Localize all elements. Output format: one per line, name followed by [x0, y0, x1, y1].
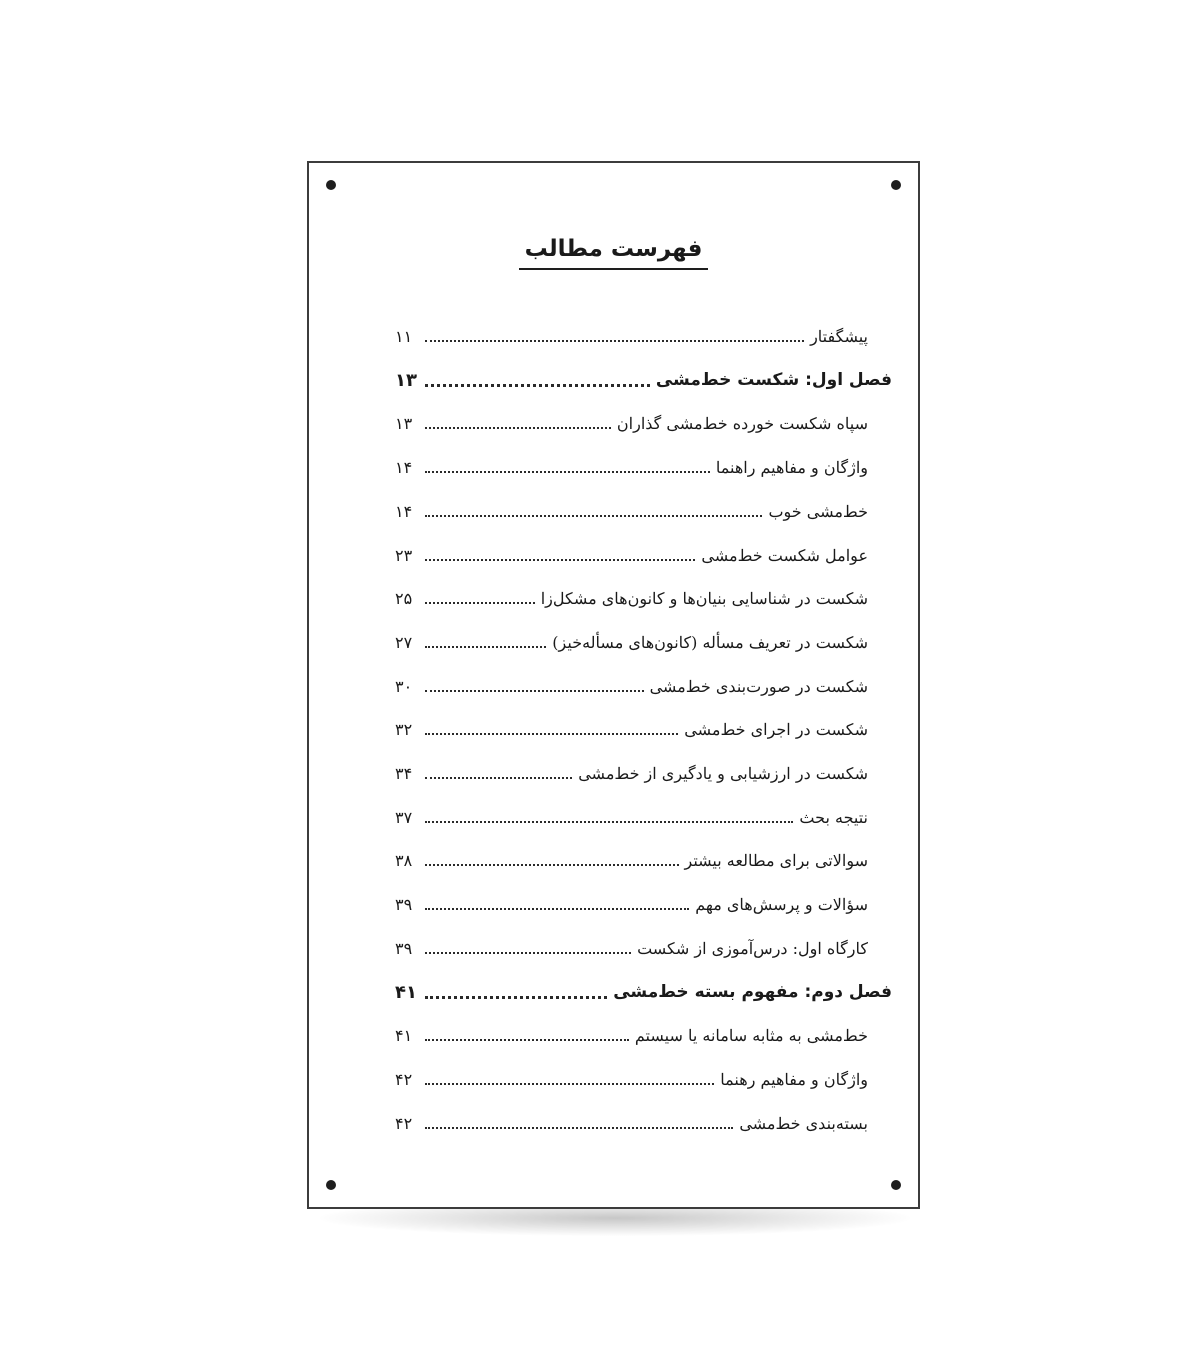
dot-leader — [425, 384, 650, 387]
dot-leader — [425, 1039, 629, 1041]
toc-page-number: ۳۹ — [395, 938, 413, 958]
dot-leader — [425, 559, 695, 561]
toc-row — [395, 670, 868, 702]
toc-entry-title: شکست در تعریف مسأله (کانون‌های مسأله‌خیز) — [552, 632, 868, 652]
toc-entry-title: شکست در شناسایی بنیان‌ها و کانون‌های مشکل‌زا — [540, 588, 868, 608]
toc-entry-title: کارگاه اول: درس‌آموزی از شکست — [637, 938, 868, 958]
toc-entry-title: عوامل شکست خط‌مشی — [701, 545, 868, 565]
dot-leader — [425, 646, 546, 648]
toc-entry-title: سوالاتی برای مطالعه بیشتر — [684, 850, 868, 870]
corner-dot — [326, 1180, 336, 1190]
toc-row — [395, 582, 868, 614]
toc-row — [395, 451, 868, 483]
toc-row — [395, 801, 868, 833]
corner-dot — [326, 180, 336, 190]
dot-leader — [425, 515, 762, 517]
toc-page-number: ۱۴ — [395, 501, 413, 521]
toc-page-number: ۴۱ — [395, 981, 417, 1003]
toc-page-number: ۳۸ — [395, 850, 413, 870]
dot-leader — [425, 1083, 714, 1085]
dot-leader — [425, 864, 679, 866]
toc-page-number: ۲۷ — [395, 632, 413, 652]
toc-entry-title: فصل دوم: مفهوم بسته خط‌مشی — [613, 982, 892, 1002]
toc-entry-title: خط‌مشی به مثابه سامانه یا سیستم — [634, 1025, 868, 1045]
dot-leader — [425, 602, 535, 604]
toc-page-number: ۱۳ — [395, 369, 417, 391]
toc-page-number: ۱۳ — [395, 413, 413, 433]
toc-entry-title: سپاه شکست خورده خط‌مشی گذاران — [616, 413, 868, 433]
dot-leader — [425, 471, 710, 473]
toc-row — [395, 320, 868, 352]
toc-entry-title: واژگان و مفاهیم رهنما — [720, 1069, 868, 1089]
toc-page-number: ۴۲ — [395, 1069, 413, 1089]
toc-row — [395, 1063, 868, 1095]
toc-page-number: ۴۱ — [395, 1025, 413, 1045]
toc-row — [395, 932, 868, 964]
toc-page-number: ۳۰ — [395, 676, 413, 696]
toc-entry-title: سؤالات و پرسش‌های مهم — [695, 894, 868, 914]
toc-entry-title: خط‌مشی خوب — [768, 501, 868, 521]
dot-leader — [425, 427, 611, 429]
dot-leader — [425, 1127, 733, 1129]
toc-row — [395, 1019, 868, 1051]
book-page — [307, 161, 920, 1209]
toc-row — [395, 407, 868, 439]
toc-chapter-row — [395, 976, 892, 1008]
toc-entry-title: شکست در ارزشیابی و یادگیری از خط‌مشی — [578, 763, 868, 783]
toc-page-number: ۳۷ — [395, 807, 413, 827]
toc-page-number: ۱۱ — [395, 326, 413, 346]
toc-row — [395, 495, 868, 527]
toc-entry-title: پیشگفتار — [810, 326, 868, 346]
dot-leader — [425, 690, 644, 692]
dot-leader — [425, 733, 678, 735]
toc-page-number: ۱۴ — [395, 457, 413, 477]
toc-chapter-row — [395, 364, 892, 396]
toc-entry-title: فصل اول: شکست خط‌مشی — [655, 370, 892, 390]
toc-entry-title: شکست در اجرای خط‌مشی — [684, 719, 868, 739]
toc-row — [395, 844, 868, 876]
toc-entry-title: واژگان و مفاهیم راهنما — [715, 457, 868, 477]
dot-leader — [425, 952, 631, 954]
toc-row — [395, 1107, 868, 1139]
page-title: فهرست مطالب — [519, 236, 709, 270]
toc-entry-title: شکست در صورت‌بندی خط‌مشی — [649, 676, 868, 696]
toc-page-number: ۳۲ — [395, 719, 413, 739]
toc-page-number: ۳۹ — [395, 894, 413, 914]
dot-leader — [425, 340, 804, 342]
dot-leader — [425, 777, 572, 779]
toc-page-number: ۳۴ — [395, 763, 413, 783]
toc-row — [395, 626, 868, 658]
toc-entry-title: بسته‌بندی خط‌مشی — [739, 1113, 868, 1133]
toc-entry-title: نتیجه بحث — [799, 807, 868, 827]
toc-row — [395, 713, 868, 745]
toc-row — [395, 757, 868, 789]
corner-dot — [891, 180, 901, 190]
toc-title-wrap — [309, 236, 918, 270]
dot-leader — [425, 821, 793, 823]
dot-leader — [425, 908, 689, 910]
toc-row — [395, 888, 868, 920]
toc-row — [395, 539, 868, 571]
corner-dot — [891, 1180, 901, 1190]
toc-page-number: ۲۳ — [395, 545, 413, 565]
toc-page-number: ۴۲ — [395, 1113, 413, 1133]
toc-page-number: ۲۵ — [395, 588, 413, 608]
dot-leader — [425, 996, 607, 999]
